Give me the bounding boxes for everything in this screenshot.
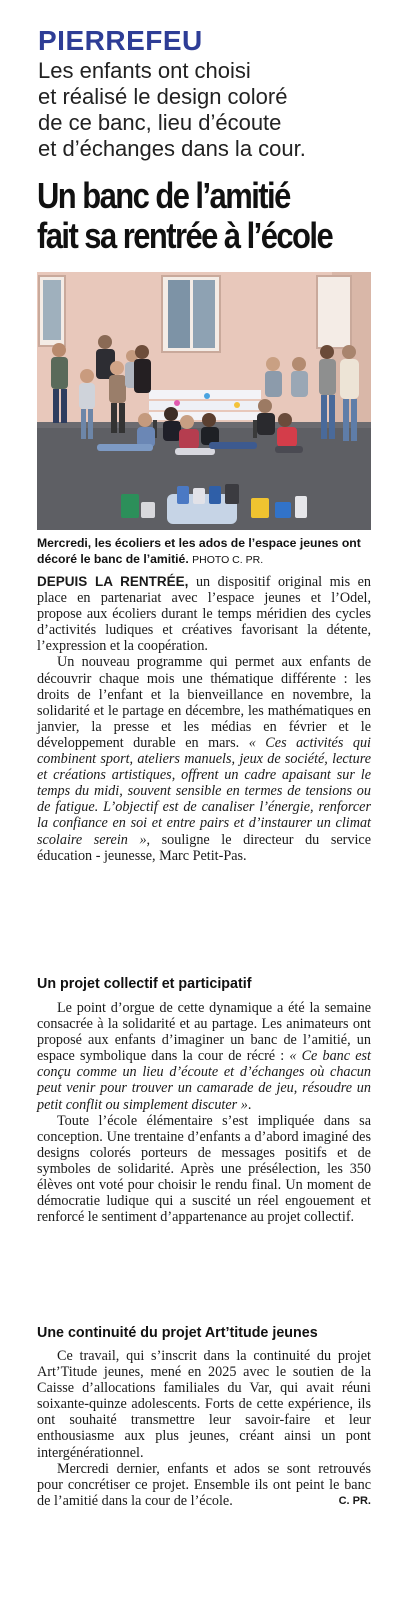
article-body [37, 1000, 371, 1225]
headline-line: Un banc de l’amitié [37, 175, 290, 216]
author-signature: C. PR. [338, 1494, 371, 1507]
paragraph [37, 1461, 371, 1509]
paragraph [37, 1000, 371, 1113]
article-body [37, 1348, 371, 1509]
standfirst [38, 58, 372, 162]
paragraph-text: . [247, 1096, 252, 1113]
paragraph-text: un dispositif original mis en place en partenariat avec l’espace jeunes et l’Odel, propose aux écoliers durant le temps méridien des cycles d’activités ludiques et créatives favorisant la détente, l’expression et la coopération. [37, 574, 371, 655]
paragraph: Ce travail, qui s’inscrit dans la continuité du projet Art’Titude jeunes, mené en 2025 avec le soutien de la Caisse d’allocations familiales du Var, qui avait réuni soixante-quinze adolescents. Forts de cette expérience, ils ont souhaité transmettre leur savoir-faire et leur enthousiasme aux plus jeunes, créant ainsi un pont intergénérationnel. [37, 1348, 371, 1461]
section-kicker: PIERREFEU [38, 25, 203, 56]
paragraph-text: , souligne le directeur du service éducation - jeunesse, Marc Petit-Pas. [37, 831, 371, 864]
lead-in: DEPUIS LA RENTRÉE, [37, 574, 189, 589]
standfirst-line: et d’échanges dans la cour. [38, 136, 306, 161]
headline-line: fait sa rentrée à l’école [37, 215, 333, 256]
group-photo-illustration [37, 272, 371, 530]
subheading: Une continuité du projet Art’titude jeunes [37, 1325, 318, 1341]
paragraph: Toute l’école élémentaire s’est impliquée dans sa conception. Une trentaine d’enfants a d’abord imaginé des designs colorés porteurs de messages positifs et de symboles de solidarité. Après une présélection, les 350 élèves ont voté pour choisir le rendu final. Un moment de démocratie ludique qui a suscité un réel engouement et renforcé le sentiment d’appartenance au projet collectif. [37, 1112, 371, 1226]
photo-credit: PHOTO C. PR. [192, 554, 264, 566]
quote-text: « Ce banc est conçu comme un lieu d’écoute et d’échanges où chacun peut venir pour trouver un camarade de jeu, résoudre un petit conflit ou simplement discuter » [37, 1048, 371, 1113]
standfirst-line: et réalisé le design coloré [38, 84, 288, 109]
paragraph-intro [37, 574, 371, 654]
article-body [37, 574, 371, 864]
paragraph-text: Mercredi dernier, enfants et ados se sont retrouvés pour concrétiser ce projet. Ensemble ils ont peint le banc de l’amitié dans la cour de l’école. [37, 1460, 371, 1509]
standfirst-line: de ce banc, lieu d’écoute [38, 110, 282, 135]
headline [37, 175, 333, 256]
quote-text: « Ces activités qui combinent sport, ateliers manuels, jeux de société, lecture et créations artistiques, offrent un cadre apaisant sur le temps du midi, souvent sensible en termes de tensions ou de fatigue. L’objectif est de canaliser l’énergie, renforcer la confiance en soi et entre pairs et d’instaurer un climat scolaire serein » [37, 734, 371, 848]
photo-caption [37, 535, 371, 568]
paragraph-text: Un nouveau programme qui permet aux enfants de découvrir chaque mois une thématique différente : les droits de l’enfant et la bienveillance en novembre, la solidarité et le partage en décembre, les mathématiques en janvier, la presse et les médias en février et le développement durable en mars. [37, 654, 371, 751]
article-photo [37, 272, 371, 530]
paragraph [37, 654, 371, 863]
caption-text: Mercredi, les écoliers et les ados de l’espace jeunes ont décoré le banc de l’amitié. [37, 536, 361, 566]
standfirst-line: Les enfants ont choisi [38, 58, 251, 83]
paragraph-text: Le point d’orgue de cette dynamique a été la semaine consacrée à la solidarité et au partage. Les animateurs ont proposé aux enfants d’imaginer un banc de l’amitié, un espace symbolique dans la cour de récré : [37, 1000, 371, 1065]
subheading: Un projet collectif et participatif [37, 976, 252, 992]
